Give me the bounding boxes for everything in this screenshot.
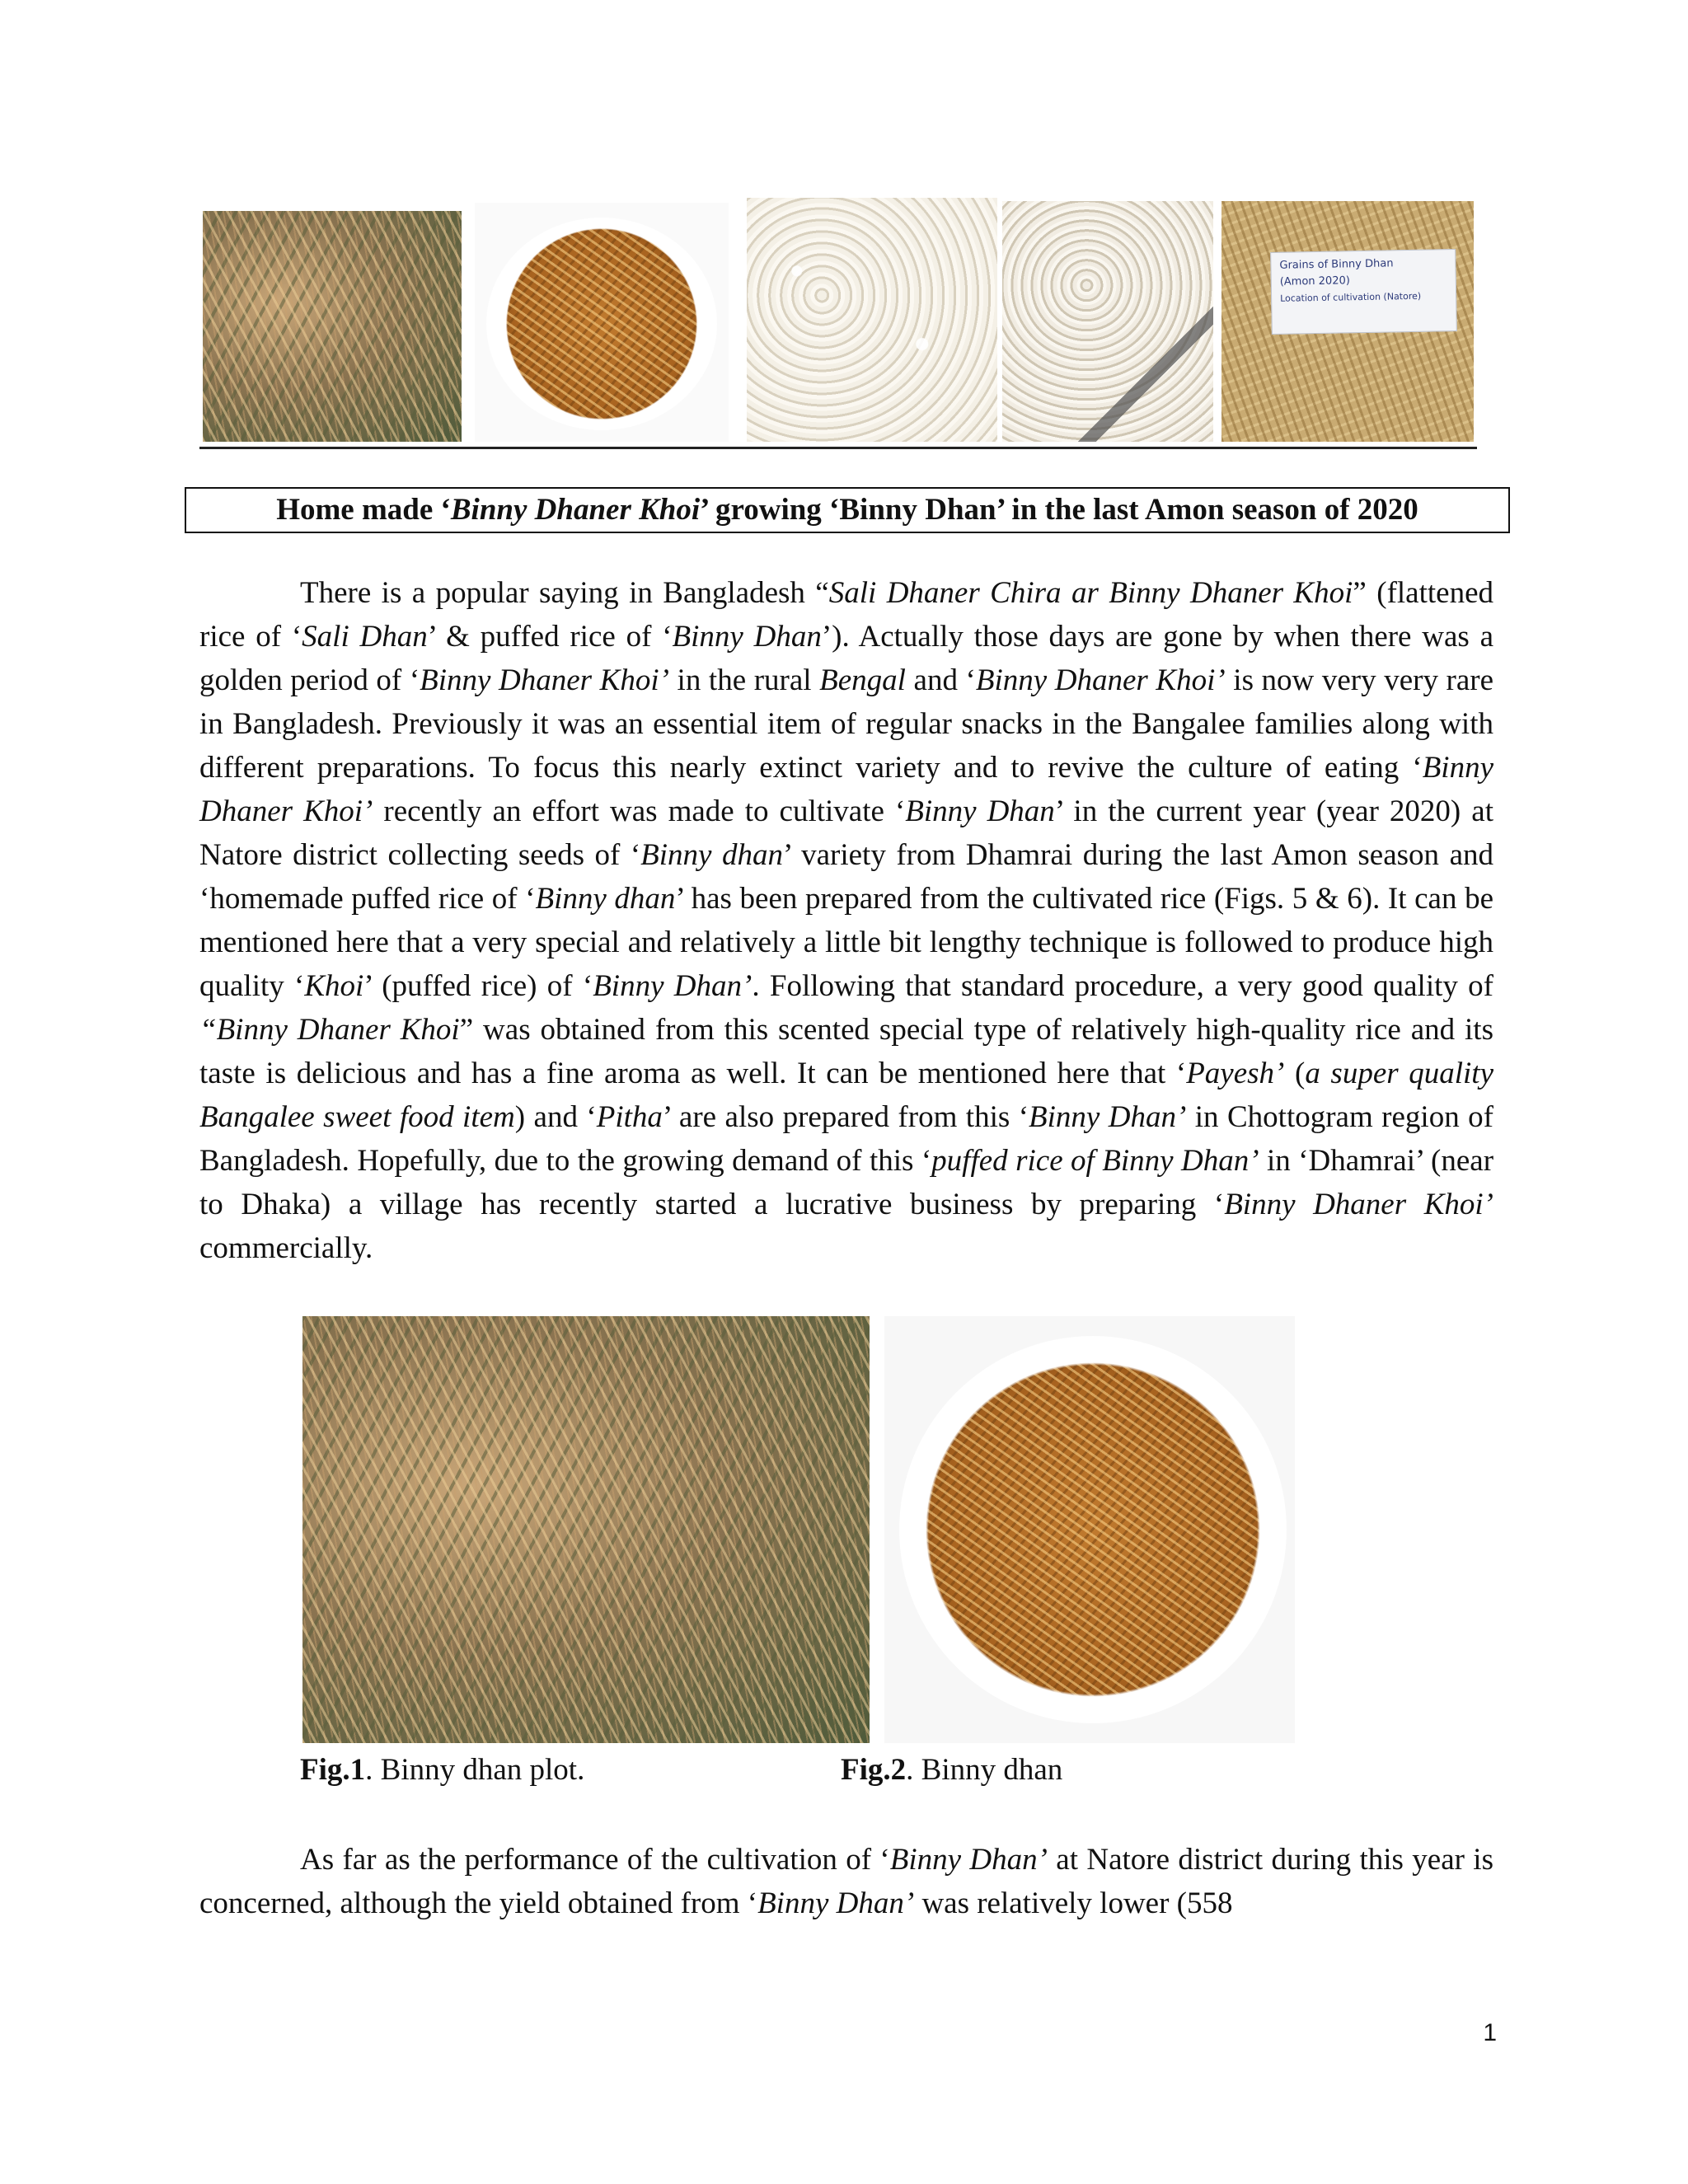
figure-2-label: Fig.2	[841, 1753, 907, 1787]
title-italic: Binny Dhaner Khoi	[450, 493, 701, 527]
title-post: ’ growing ‘Binny Dhan’ in the last Amon season of 2020	[700, 493, 1418, 527]
section-title	[185, 487, 1510, 533]
label-card-line2: (Amon 2020)	[1279, 274, 1351, 288]
header-divider	[199, 447, 1477, 449]
figure-1-binny-dhan-plot	[302, 1316, 870, 1743]
figure-2-text: . Binny dhan	[906, 1753, 1063, 1787]
grain-label-card	[1270, 249, 1457, 335]
header-photo-puffed-rice-pan	[1002, 201, 1213, 442]
header-photo-grain-pile	[475, 203, 729, 442]
label-card-line3: Location of cultivation (Natore)	[1280, 290, 1422, 304]
body-paragraph-2: As far as the performance of the cultivation of ‘Binny Dhan’ at Natore district during this year is concerned, although the yield obtained from ‘Binny Dhan’ was relatively lower (558	[199, 1843, 1493, 1920]
figure-2-caption	[841, 1752, 1062, 1788]
title-pre: Home made ‘	[276, 493, 451, 527]
figure-1-label: Fig.1	[300, 1753, 366, 1787]
label-card-line1: Grains of Binny Dhan	[1279, 257, 1394, 272]
page-number: 1	[1483, 2019, 1497, 2046]
body-paragraph-1: There is a popular saying in Bangladesh “Sali Dhaner Chira ar Binny Dhaner Khoi” (flattened rice of ‘Sali Dhan’ & puffed rice of ‘Binny Dhan’). Actually those days are gone by when there was a golden period of ‘Binny Dhaner Khoi’ in the rural Bengal and ‘Binny Dhaner Khoi’ is now very very rare in Bangladesh. Previously it was an essential item of regular snacks in the Bangalee families along with different preparations. To focus this nearly extinct variety and to revive the culture of eating ‘Binny Dhaner Khoi’ recently an effort was made to cultivate ‘Binny Dhan’ in the current year (year 2020) at Natore district collecting seeds of ‘Binny dhan’ variety from Dhamrai during the last Amon season and ‘homemade puffed rice of ‘Binny dhan’ has been prepared from the cultivated rice (Figs. 5 & 6). It can be mentioned here that a very special and relatively a little bit lengthy technique is followed to produce high quality ‘Khoi’ (puffed rice) of ‘Binny Dhan’. Following that standard procedure, a very good quality of “Binny Dhaner Khoi” was obtained from this scented special type of relatively high-quality rice and its taste is delicious and has a fine aroma as well. It can be mentioned here that ‘Payesh’ (a super quality Bangalee sweet food item) and ‘Pitha’ are also prepared from this ‘Binny Dhan’ in Chottogram region of Bangladesh. Hopefully, due to the growing demand of this ‘puffed rice of Binny Dhan’ in ‘Dhamrai’ (near to Dhaka) a village has recently started a lucrative business by preparing ‘Binny Dhaner Khoi’ commercially.	[199, 576, 1494, 1265]
figure-1-text: . Binny dhan plot.	[365, 1753, 585, 1787]
header-photo-grains-with-label	[1221, 201, 1474, 442]
header-photo-rice-plant	[203, 211, 462, 442]
figure-1-caption	[300, 1752, 584, 1788]
header-photo-puffed-rice	[747, 198, 997, 442]
figure-2-binny-dhan-grains	[884, 1316, 1295, 1743]
